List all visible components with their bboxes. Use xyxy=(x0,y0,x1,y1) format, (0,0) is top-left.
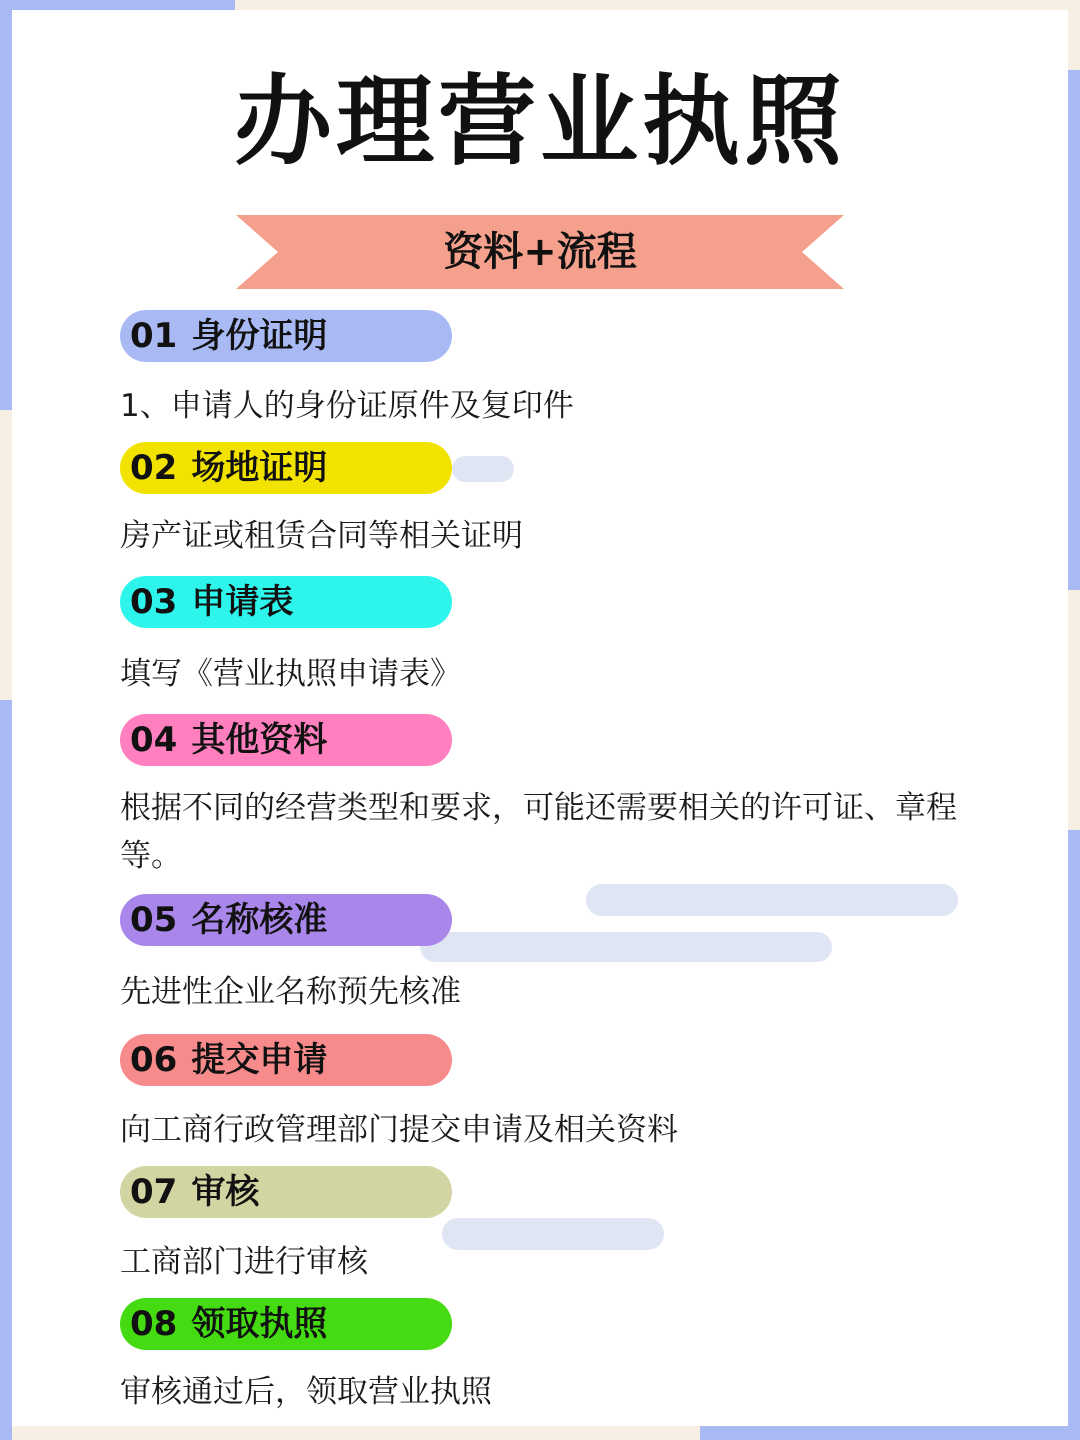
step-label: 申请表 xyxy=(191,582,294,622)
step-heading-05 xyxy=(130,894,327,946)
step-heading-02 xyxy=(130,442,327,494)
step-heading-01 xyxy=(130,310,327,362)
step-heading-06 xyxy=(130,1034,327,1086)
step-label: 领取执照 xyxy=(191,1304,328,1344)
step-label: 提交申请 xyxy=(191,1040,328,1080)
subtitle-ribbon xyxy=(236,215,844,289)
step-number: 06 xyxy=(130,1040,178,1080)
step-heading-08 xyxy=(130,1298,327,1350)
step-description-06: 向工商行政管理部门提交申请及相关资料 xyxy=(120,1112,678,1148)
step-label: 其他资料 xyxy=(191,720,328,760)
step-number: 01 xyxy=(130,316,178,356)
frame-strip-bottom xyxy=(700,1426,1080,1440)
smudge-mark xyxy=(452,456,514,482)
step-heading-07 xyxy=(130,1166,259,1218)
step-label: 名称核准 xyxy=(191,900,328,940)
page-title: 办理营业执照 xyxy=(233,64,846,179)
step-description-04: 根据不同的经营类型和要求，可能还需要相关的许可证、章程等。 xyxy=(120,790,957,874)
step-label: 场地证明 xyxy=(191,448,328,488)
step-description-05: 先进性企业名称预先核准 xyxy=(120,974,461,1010)
step-number: 08 xyxy=(130,1304,178,1344)
subtitle-label: 资料+流程 xyxy=(443,229,637,275)
step-number: 04 xyxy=(130,720,178,760)
frame-strip-top xyxy=(0,0,235,10)
step-label: 审核 xyxy=(191,1172,260,1212)
smudge-mark xyxy=(420,932,832,962)
step-number: 07 xyxy=(130,1172,178,1212)
step-number: 02 xyxy=(130,448,178,488)
step-description-08: 审核通过后，领取营业执照 xyxy=(120,1374,492,1410)
step-label: 身份证明 xyxy=(191,316,328,356)
step-number: 05 xyxy=(130,900,178,940)
step-description-02: 房产证或租赁合同等相关证明 xyxy=(120,518,523,554)
step-heading-04 xyxy=(130,714,327,766)
step-description-07: 工商部门进行审核 xyxy=(120,1244,368,1280)
frame-strip-right-lower xyxy=(1068,830,1080,1440)
step-number: 03 xyxy=(130,582,178,622)
step-description-03: 填写《营业执照申请表》 xyxy=(120,656,461,692)
step-heading-03 xyxy=(130,576,293,628)
step-description-01: 1、申请人的身份证原件及复印件 xyxy=(120,388,574,424)
smudge-mark xyxy=(586,884,958,916)
frame-strip-left-lower xyxy=(0,700,12,1440)
